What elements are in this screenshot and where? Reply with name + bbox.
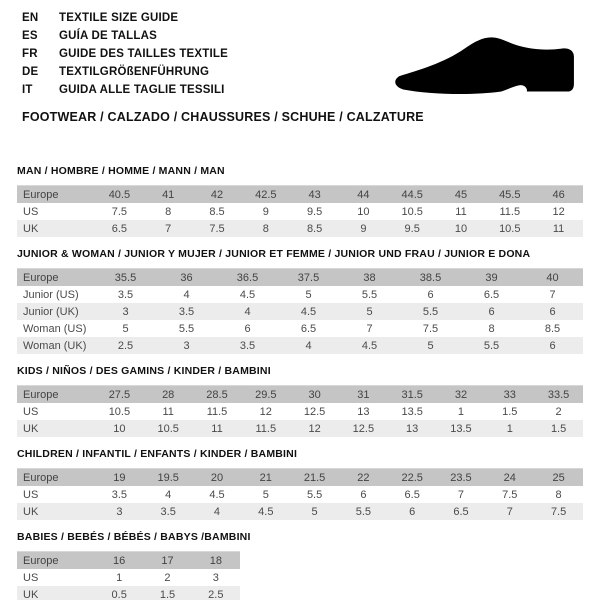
- language-row: [22, 45, 228, 63]
- size-cell: 3: [192, 569, 240, 586]
- size-cell: 7.5: [95, 203, 144, 220]
- size-table-section: [17, 165, 583, 237]
- size-cell: 10.5: [95, 403, 144, 420]
- language-code: ES: [22, 30, 38, 42]
- size-cell: 4: [156, 286, 217, 303]
- size-cell: 4: [144, 486, 193, 503]
- size-cell: 9: [241, 203, 290, 220]
- size-cell: 1: [95, 569, 143, 586]
- size-cell: 2: [534, 403, 583, 420]
- size-cell: 3.5: [144, 503, 193, 520]
- size-table: [17, 268, 583, 354]
- size-cell: 37.5: [278, 269, 339, 287]
- row-label: Europe: [17, 186, 95, 204]
- language-row: [22, 9, 228, 27]
- size-cell: 10: [437, 220, 486, 237]
- size-cell: 9.5: [290, 203, 339, 220]
- language-row: [22, 27, 228, 45]
- size-cell: 28.5: [193, 386, 242, 404]
- table-row: [17, 552, 240, 570]
- size-cell: 4: [193, 503, 242, 520]
- row-label: US: [17, 203, 95, 220]
- size-cell: 19: [95, 469, 144, 487]
- size-table-title: MAN / HOMBRE / HOMME / MANN / MAN: [17, 165, 225, 177]
- size-table-section: [17, 448, 583, 520]
- row-label: Junior (US): [17, 286, 95, 303]
- size-cell: 12.5: [339, 420, 388, 437]
- size-cell: 5.5: [290, 486, 339, 503]
- table-row: [17, 386, 583, 404]
- size-cell: 39: [461, 269, 522, 287]
- size-tables: [17, 165, 583, 600]
- size-cell: 40: [522, 269, 583, 287]
- size-cell: 11.5: [241, 420, 290, 437]
- size-cell: 5.5: [400, 303, 461, 320]
- size-cell: 11.5: [193, 403, 242, 420]
- size-cell: 36: [156, 269, 217, 287]
- language-label: GUIDE DES TAILLES TEXTILE: [59, 48, 228, 60]
- language-row: [22, 63, 228, 81]
- size-cell: 7: [144, 220, 193, 237]
- language-header: [22, 9, 228, 99]
- size-cell: 30: [290, 386, 339, 404]
- size-cell: 6: [522, 337, 583, 354]
- size-cell: 6: [388, 503, 437, 520]
- size-cell: 23.5: [437, 469, 486, 487]
- size-table-section: [17, 365, 583, 437]
- table-row: [17, 586, 240, 600]
- size-cell: 17: [143, 552, 191, 570]
- size-cell: 5: [278, 286, 339, 303]
- size-cell: 42.5: [241, 186, 290, 204]
- language-code: IT: [22, 84, 33, 96]
- size-table-title: KIDS / NIÑOS / DES GAMINS / KINDER / BAMBINI: [17, 365, 271, 377]
- size-table-title: CHILDREN / INFANTIL / ENFANTS / KINDER / BAMBINI: [17, 448, 298, 460]
- table-row: [17, 186, 583, 204]
- size-cell: 21: [241, 469, 290, 487]
- size-cell: 6: [461, 303, 522, 320]
- size-cell: 12: [290, 420, 339, 437]
- size-cell: 22.5: [388, 469, 437, 487]
- size-cell: 31: [339, 386, 388, 404]
- row-label: UK: [17, 586, 95, 600]
- size-cell: 41: [144, 186, 193, 204]
- size-cell: 8: [534, 486, 583, 503]
- size-cell: 4: [278, 337, 339, 354]
- size-cell: 4.5: [278, 303, 339, 320]
- table-row: [17, 469, 583, 487]
- table-row: [17, 320, 583, 337]
- size-cell: 13: [339, 403, 388, 420]
- table-row: [17, 303, 583, 320]
- size-cell: 5: [339, 303, 400, 320]
- row-label: US: [17, 403, 95, 420]
- size-cell: 10: [339, 203, 388, 220]
- size-cell: 5.5: [461, 337, 522, 354]
- row-label: Woman (UK): [17, 337, 95, 354]
- size-cell: 2.5: [192, 586, 240, 600]
- size-cell: 28: [144, 386, 193, 404]
- size-cell: 45: [437, 186, 486, 204]
- language-code: DE: [22, 66, 39, 78]
- language-code: EN: [22, 12, 39, 24]
- table-row: [17, 203, 583, 220]
- size-cell: 4.5: [217, 286, 278, 303]
- size-cell: 8: [241, 220, 290, 237]
- size-cell: 10.5: [388, 203, 437, 220]
- table-row: [17, 503, 583, 520]
- size-cell: 27.5: [95, 386, 144, 404]
- size-cell: 8.5: [290, 220, 339, 237]
- dress-shoe-icon: [393, 36, 577, 98]
- size-cell: 8.5: [522, 320, 583, 337]
- size-table: [17, 385, 583, 437]
- row-label: Junior (UK): [17, 303, 95, 320]
- category-title: FOOTWEAR / CALZADO / CHAUSSURES / SCHUHE / CALZATURE: [22, 110, 424, 124]
- size-cell: 4.5: [339, 337, 400, 354]
- size-cell: 6.5: [461, 286, 522, 303]
- size-cell: 11: [534, 220, 583, 237]
- size-cell: 3: [156, 337, 217, 354]
- size-table: [17, 185, 583, 237]
- size-cell: 1.5: [485, 403, 534, 420]
- size-cell: 2: [143, 569, 191, 586]
- size-cell: 5.5: [156, 320, 217, 337]
- size-cell: 45.5: [485, 186, 534, 204]
- size-cell: 1: [485, 420, 534, 437]
- size-cell: 20: [193, 469, 242, 487]
- size-cell: 21.5: [290, 469, 339, 487]
- size-cell: 10: [95, 420, 144, 437]
- size-cell: 43: [290, 186, 339, 204]
- size-table-title: JUNIOR & WOMAN / JUNIOR Y MUJER / JUNIOR ET FEMME / JUNIOR UND FRAU / JUNIOR E DONA: [17, 248, 531, 260]
- size-cell: 6: [339, 486, 388, 503]
- size-cell: 38.5: [400, 269, 461, 287]
- size-cell: 7.5: [534, 503, 583, 520]
- size-cell: 4: [217, 303, 278, 320]
- row-label: Europe: [17, 552, 95, 570]
- row-label: Europe: [17, 269, 95, 287]
- size-cell: 11: [144, 403, 193, 420]
- size-cell: 5.5: [339, 503, 388, 520]
- size-cell: 1.5: [534, 420, 583, 437]
- row-label: US: [17, 486, 95, 503]
- table-row: [17, 220, 583, 237]
- size-cell: 36.5: [217, 269, 278, 287]
- size-cell: 5: [241, 486, 290, 503]
- size-cell: 7: [485, 503, 534, 520]
- size-cell: 2.5: [95, 337, 156, 354]
- table-row: [17, 269, 583, 287]
- language-label: TEXTILE SIZE GUIDE: [59, 12, 179, 24]
- size-cell: 6.5: [437, 503, 486, 520]
- language-row: [22, 81, 228, 99]
- table-row: [17, 486, 583, 503]
- size-cell: 24: [485, 469, 534, 487]
- row-label: US: [17, 569, 95, 586]
- row-label: UK: [17, 420, 95, 437]
- size-cell: 11: [437, 203, 486, 220]
- size-cell: 7.5: [193, 220, 242, 237]
- size-cell: 5: [95, 320, 156, 337]
- size-cell: 19.5: [144, 469, 193, 487]
- size-cell: 7: [339, 320, 400, 337]
- size-cell: 29.5: [241, 386, 290, 404]
- size-cell: 22: [339, 469, 388, 487]
- language-label: GUIDA ALLE TAGLIE TESSILI: [59, 84, 225, 96]
- size-cell: 16: [95, 552, 143, 570]
- size-cell: 7.5: [400, 320, 461, 337]
- size-cell: 8: [144, 203, 193, 220]
- table-row: [17, 286, 583, 303]
- row-label: UK: [17, 503, 95, 520]
- size-cell: 33: [485, 386, 534, 404]
- size-cell: 32: [437, 386, 486, 404]
- size-cell: 44.5: [388, 186, 437, 204]
- size-cell: 7: [522, 286, 583, 303]
- size-cell: 6: [522, 303, 583, 320]
- row-label: Woman (US): [17, 320, 95, 337]
- size-cell: 3.5: [156, 303, 217, 320]
- size-cell: 6: [400, 286, 461, 303]
- size-cell: 40.5: [95, 186, 144, 204]
- language-code: FR: [22, 48, 38, 60]
- size-cell: 1: [437, 403, 486, 420]
- size-cell: 3.5: [95, 286, 156, 303]
- size-cell: 5.5: [339, 286, 400, 303]
- row-label: UK: [17, 220, 95, 237]
- size-cell: 6.5: [278, 320, 339, 337]
- size-cell: 46: [534, 186, 583, 204]
- size-cell: 38: [339, 269, 400, 287]
- size-cell: 3.5: [95, 486, 144, 503]
- table-row: [17, 337, 583, 354]
- size-cell: 1.5: [143, 586, 191, 600]
- row-label: Europe: [17, 469, 95, 487]
- size-table-section: [17, 531, 583, 600]
- size-cell: 10.5: [485, 220, 534, 237]
- size-cell: 3: [95, 503, 144, 520]
- size-cell: 42: [193, 186, 242, 204]
- language-label: TEXTILGRÖßENFÜHRUNG: [59, 66, 210, 78]
- size-cell: 11: [193, 420, 242, 437]
- size-cell: 4.5: [241, 503, 290, 520]
- size-cell: 33.5: [534, 386, 583, 404]
- size-table-section: [17, 248, 583, 354]
- size-cell: 10.5: [144, 420, 193, 437]
- size-cell: 44: [339, 186, 388, 204]
- size-cell: 7: [437, 486, 486, 503]
- size-cell: 7.5: [485, 486, 534, 503]
- size-cell: 6: [217, 320, 278, 337]
- table-row: [17, 420, 583, 437]
- size-cell: 8: [461, 320, 522, 337]
- size-cell: 3.5: [217, 337, 278, 354]
- size-cell: 13: [388, 420, 437, 437]
- size-cell: 5: [400, 337, 461, 354]
- size-cell: 25: [534, 469, 583, 487]
- size-cell: 4.5: [193, 486, 242, 503]
- table-row: [17, 569, 240, 586]
- size-cell: 12: [534, 203, 583, 220]
- size-cell: 8.5: [193, 203, 242, 220]
- size-cell: 11.5: [485, 203, 534, 220]
- size-table: [17, 551, 240, 600]
- size-cell: 13.5: [437, 420, 486, 437]
- size-cell: 12: [241, 403, 290, 420]
- size-cell: 18: [192, 552, 240, 570]
- size-cell: 9.5: [388, 220, 437, 237]
- size-cell: 13.5: [388, 403, 437, 420]
- table-row: [17, 403, 583, 420]
- size-table: [17, 468, 583, 520]
- language-label: GUÍA DE TALLAS: [59, 30, 157, 42]
- size-cell: 5: [290, 503, 339, 520]
- size-cell: 6.5: [388, 486, 437, 503]
- size-cell: 35.5: [95, 269, 156, 287]
- size-cell: 6.5: [95, 220, 144, 237]
- size-cell: 12.5: [290, 403, 339, 420]
- size-cell: 0.5: [95, 586, 143, 600]
- size-cell: 31.5: [388, 386, 437, 404]
- row-label: Europe: [17, 386, 95, 404]
- size-cell: 9: [339, 220, 388, 237]
- size-cell: 3: [95, 303, 156, 320]
- size-table-title: BABIES / BEBÉS / BÉBÉS / BABYS /BAMBINI: [17, 531, 251, 543]
